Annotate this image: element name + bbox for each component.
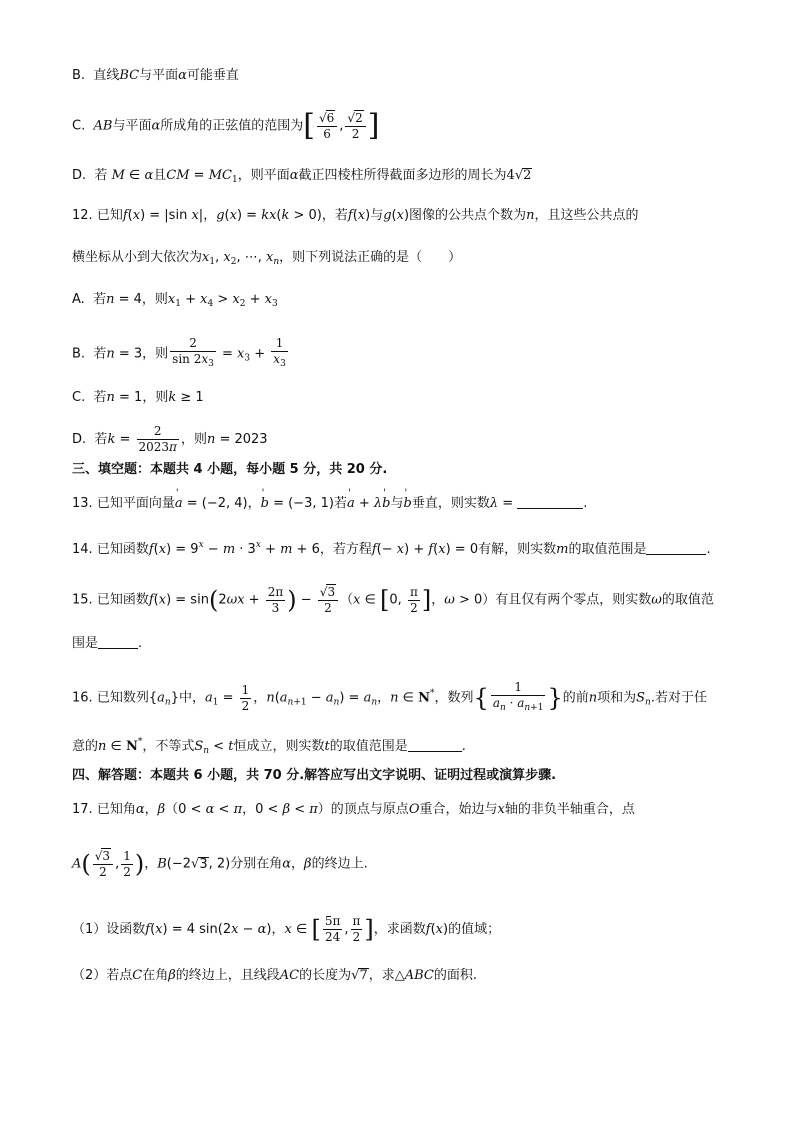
q17-stem: 17. 已知角α，β（0 < α < π，0 < β < π）的顶点与原点O重合，始边与x轴的非负半轴重合，点	[72, 802, 635, 817]
q12-stem: 12. 已知f(x) = |sin x|，g(x) = kx(k > 0)，若f(x)与g(x)图像的公共点个数为n，且这些公共点的	[72, 208, 639, 223]
q17-part-1: （1）设函数f(x) = 4 sin(2x − α)，x ∈ [ $\frac{5\pi}{24}$ , $\frac{\pi}{2}$ ]，求函数f(x)的值域；	[72, 914, 501, 944]
q15: 15. 已知函数f(x) = sin(2ωx + $\frac{2\pi}{3}$ ) − $\frac{√3}{2}$ （x ∈ [0, $\frac{\pi}{2}$ ]，ω > 0）有且仅有两个零点，则实数ω的取值范	[72, 584, 714, 615]
q12-option-b: B. 若n = 3，则 $\frac{2}{\sin 2x_3}$ = $x_3$ + $\frac{1}{x_3}$	[72, 336, 286, 369]
q15-line2: 围是 .	[72, 636, 143, 651]
q12-option-a: A. 若n = 4，则$x_1 + x_4 > x_2 + x_3$	[72, 292, 278, 309]
q11-option-c: C. AB与平面α所成角的正弦值的范围为[ $\frac{√6}{6}$ , $\frac{√2}{2}$ ]	[72, 108, 380, 143]
q12-option-d: D. 若k = $\frac{2}{2023\pi}$ ，则n = 2023	[72, 424, 268, 454]
q16-line2: 意的n ∈ N*，不等式$S_n < t$恒成立，则实数t的取值范围是 .	[72, 737, 466, 756]
q11-option-d: D. 若 M ∈ α且CM = $MC_1$，则平面α截正四棱柱所得截面多边形的周长为4√2	[72, 168, 532, 185]
q16: 16. 已知数列$\{a_n\}$中，$a_1$ = $\frac{1}{2}$ ，$n(a_{n+1} - a_n) = a_n$，n ∈ N*，数列{ $\frac{1}{a_n \cdot a_{n+1}}$ }的前n项和为$S_n$.若对于任	[72, 680, 707, 713]
q13: 13. 已知平面向量' a = (−2, 4)，' b = (−3, 1)若' a + λ' b与' b垂直，则实数λ = .	[72, 494, 587, 514]
section-3-title: 三、填空题：本题共 4 小题，每小题 5 分，共 20 分.	[72, 462, 388, 477]
section-4-title: 四、解答题：本题共 6 小题，共 70 分.解答应写出文字说明、证明过程或演算步骤.	[72, 768, 557, 783]
q12-stem-line2: 横坐标从小到大依次为$x_1$, $x_2$, ⋯, $x_n$，则下列说法正确的是（ ）	[72, 250, 462, 267]
q11-option-b: B. 直线BC与平面α可能垂直	[72, 68, 239, 83]
q17-stem-line2: A( $\frac{√3}{2}$ , $\frac{1}{2}$ )，B(−2√3, 2)分别在角α，β的终边上.	[72, 848, 368, 879]
q17-part-2: （2）若点C在角β的终边上，且线段AC的长度为√7，求△ABC的面积.	[72, 968, 478, 983]
q12-option-c: C. 若n = 1，则k ≥ 1	[72, 390, 204, 405]
q14: 14. 已知函数$f(x) = 9^x - m \cdot 3^x + m + 6$，若方程f(− x) + f(x) = 0有解，则实数m的取值范围是 .	[72, 540, 711, 557]
